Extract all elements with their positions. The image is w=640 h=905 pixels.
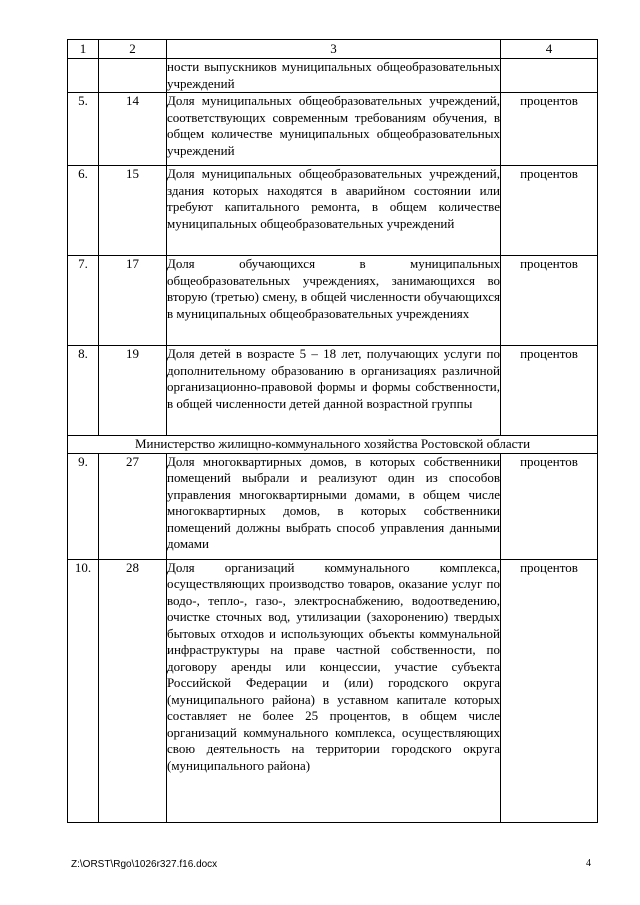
- row-number: 7.: [68, 256, 99, 346]
- section-header-row: [68, 436, 598, 454]
- table-row: [68, 93, 598, 166]
- row-text: Доля муниципальных общеобразовательных учреждений, соответствующих современным требованиям обучения, в общем количестве муниципальных общеобразовательных учреждений: [167, 93, 501, 166]
- row-code-cell: [99, 59, 167, 93]
- table-row: [68, 453, 598, 559]
- table-header-row: [68, 40, 598, 59]
- row-unit-cell: [501, 59, 598, 93]
- footer-file-path: Z:\ORST\Rgo\1026r327.f16.docx: [71, 859, 218, 870]
- row-code: 27: [99, 453, 167, 559]
- header-col-1: 1: [68, 40, 99, 59]
- row-unit: процентов: [501, 256, 598, 346]
- row-text-cell: ности выпускников муниципальных общеобразовательных учреждений: [167, 59, 500, 91]
- indicators-table: [67, 39, 598, 823]
- row-text: Доля детей в возрасте 5 – 18 лет, получающих услуги по дополнительному образованию в организациях различной организационно-правовой формы и формы собственности, в общей численности детей данной возрастной группы: [167, 346, 501, 436]
- row-number: 6.: [68, 166, 99, 256]
- section-title: Министерство жилищно-коммунального хозяйства Ростовской области: [68, 436, 598, 454]
- row-code: 28: [99, 559, 167, 822]
- table-row: [68, 166, 598, 256]
- page-number: 4: [586, 858, 591, 869]
- row-unit: процентов: [501, 559, 598, 822]
- row-number: 8.: [68, 346, 99, 436]
- row-text: Доля обучающихся в муниципальных общеобразовательных учреждениях, занимающихся во вторую (третью) смену, в общей численности обучающихся в муниципальных общеобразовательных учреждениях: [167, 256, 501, 346]
- row-text: Доля многоквартирных домов, в которых собственники помещений выбрали и реализуют один из способов управления многоквартирными домами, в общем числе многоквартирных домов, в которых собственники помещений должны выбрать способ управления данными домами: [167, 453, 501, 559]
- table-row-continuation: [68, 59, 598, 93]
- header-col-3: 3: [167, 40, 501, 59]
- header-col-4: 4: [501, 40, 598, 59]
- row-number: 9.: [68, 453, 99, 559]
- row-number: 5.: [68, 93, 99, 166]
- header-col-2: 2: [99, 40, 167, 59]
- row-unit: процентов: [501, 93, 598, 166]
- row-number: 10.: [68, 559, 99, 822]
- row-code: 14: [99, 93, 167, 166]
- row-code: 17: [99, 256, 167, 346]
- row-number-cell: [68, 59, 99, 93]
- table-row: [68, 256, 598, 346]
- row-text: Доля муниципальных общеобразовательных учреждений, здания которых находятся в аварийном состоянии или требуют капитального ремонта, в общем количестве муниципальных общеобразовательных учреждений: [167, 166, 501, 256]
- table-row: [68, 346, 598, 436]
- table-row: [68, 559, 598, 822]
- row-code: 19: [99, 346, 167, 436]
- row-unit: процентов: [501, 166, 598, 256]
- row-unit: процентов: [501, 453, 598, 559]
- row-unit: процентов: [501, 346, 598, 436]
- row-text: Доля организаций коммунального комплекса, осуществляющих производство товаров, оказание услуг по водо-, тепло-, газо-, электроснабжению, водоотведению, очистке сточных вод, утилизации (захоронению) твердых бытовых отходов и использующих объекты коммунальной инфраструктуры на праве частной собственности, по договору аренды или концессии, участие субъекта Российской Федерации и (или) городского округа (муниципального района) в уставном капитале которых составляет не более 25 процентов, в общем числе организаций коммунального комплекса, осуществляющих свою деятельность на территории городского округа (муниципального района): [167, 559, 501, 822]
- row-code: 15: [99, 166, 167, 256]
